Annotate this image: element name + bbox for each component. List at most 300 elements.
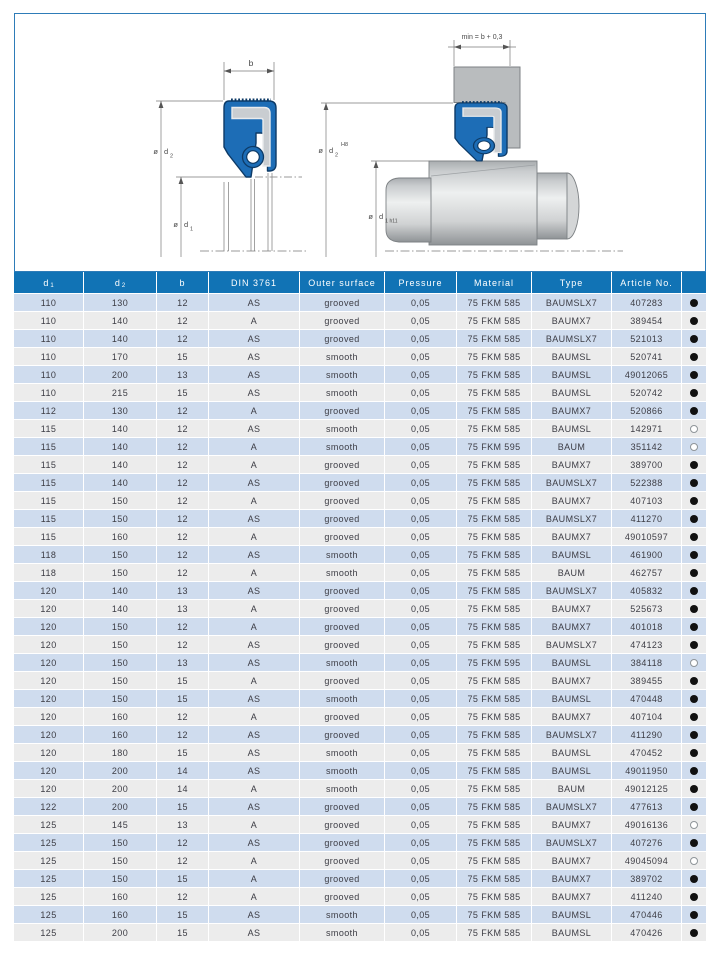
right-seal-profile	[455, 102, 507, 161]
column-header-pressure: Pressure	[385, 272, 457, 293]
cell-outer: grooved	[300, 816, 385, 833]
cell-b: 14	[157, 780, 209, 797]
cell-d1: 120	[14, 600, 84, 617]
cell-type: BAUMSLX7	[532, 474, 612, 491]
cell-article: 411270	[612, 510, 682, 527]
cell-d2: 150	[84, 546, 157, 563]
cell-article: 525673	[612, 600, 682, 617]
table-row	[14, 725, 706, 743]
cell-d1: 125	[14, 924, 84, 941]
cell-b: 15	[157, 906, 209, 923]
table-row	[14, 437, 706, 455]
cell-d1: 125	[14, 816, 84, 833]
cell-article: 407276	[612, 834, 682, 851]
table-row	[14, 743, 706, 761]
cell-d1: 110	[14, 294, 84, 311]
cell-d1: 110	[14, 348, 84, 365]
cell-b: 12	[157, 528, 209, 545]
cell-article: 49012065	[612, 366, 682, 383]
availability-dot-filled	[690, 893, 698, 901]
cell-din: AS	[209, 546, 300, 563]
cell-din: A	[209, 888, 300, 905]
cell-din: AS	[209, 798, 300, 815]
cell-outer: smooth	[300, 438, 385, 455]
cell-pressure: 0,05	[385, 546, 457, 563]
cell-material: 75 FKM 585	[457, 618, 532, 635]
cell-type: BAUMSLX7	[532, 834, 612, 851]
cell-outer: grooved	[300, 708, 385, 725]
cell-availability	[682, 438, 706, 455]
cell-pressure: 0,05	[385, 690, 457, 707]
garter-spring	[478, 141, 491, 151]
cell-outer: grooved	[300, 870, 385, 887]
cell-outer: grooved	[300, 528, 385, 545]
cell-material: 75 FKM 585	[457, 402, 532, 419]
availability-dot-filled	[690, 497, 698, 505]
cell-outer: smooth	[300, 348, 385, 365]
table-row	[14, 383, 706, 401]
cell-type: BAUMX7	[532, 672, 612, 689]
table-row	[14, 419, 706, 437]
cell-article: 470446	[612, 906, 682, 923]
cell-type: BAUMSL	[532, 690, 612, 707]
cell-type: BAUMSL	[532, 348, 612, 365]
cell-pressure: 0,05	[385, 600, 457, 617]
availability-dot-filled	[690, 839, 698, 847]
cell-d1: 120	[14, 636, 84, 653]
cell-outer: smooth	[300, 420, 385, 437]
cell-article: 49011950	[612, 762, 682, 779]
cell-b: 12	[157, 510, 209, 527]
availability-dot-filled	[690, 767, 698, 775]
cell-availability	[682, 798, 706, 815]
cell-din: A	[209, 870, 300, 887]
cell-d2: 150	[84, 690, 157, 707]
table-row	[14, 293, 706, 311]
table-row	[14, 509, 706, 527]
availability-dot-filled	[690, 407, 698, 415]
availability-dot-empty	[690, 821, 698, 829]
availability-dot-filled	[690, 785, 698, 793]
cell-d2: 140	[84, 438, 157, 455]
cell-type: BAUMSLX7	[532, 726, 612, 743]
cell-pressure: 0,05	[385, 456, 457, 473]
dim-d1-sub: 1	[190, 226, 194, 233]
table-row	[14, 833, 706, 851]
cell-b: 12	[157, 438, 209, 455]
cell-d2: 200	[84, 780, 157, 797]
cell-article: 389702	[612, 870, 682, 887]
cell-d1: 110	[14, 366, 84, 383]
dim-d2-base: d	[164, 147, 169, 156]
availability-dot-filled	[690, 353, 698, 361]
cell-d1: 110	[14, 312, 84, 329]
cell-material: 75 FKM 585	[457, 366, 532, 383]
cell-b: 14	[157, 762, 209, 779]
cell-d1: 115	[14, 528, 84, 545]
cell-outer: grooved	[300, 582, 385, 599]
availability-dot-filled	[690, 389, 698, 397]
cell-pressure: 0,05	[385, 294, 457, 311]
cell-outer: smooth	[300, 366, 385, 383]
cell-pressure: 0,05	[385, 834, 457, 851]
cell-d1: 120	[14, 762, 84, 779]
cell-d1: 118	[14, 546, 84, 563]
table-row	[14, 365, 706, 383]
cell-material: 75 FKM 585	[457, 474, 532, 491]
dim-d1-sub: 1	[385, 218, 389, 225]
cell-d2: 150	[84, 834, 157, 851]
seal-diagram-panel	[14, 13, 706, 272]
cell-pressure: 0,05	[385, 762, 457, 779]
cell-b: 12	[157, 888, 209, 905]
cell-type: BAUMSLX7	[532, 294, 612, 311]
cell-article: 470448	[612, 690, 682, 707]
cell-outer: grooved	[300, 798, 385, 815]
cell-b: 15	[157, 798, 209, 815]
cell-availability	[682, 456, 706, 473]
cell-din: AS	[209, 654, 300, 671]
cell-article: 520742	[612, 384, 682, 401]
dim-d1-tolerance: h11	[389, 218, 398, 225]
cell-type: BAUM	[532, 780, 612, 797]
availability-dot-filled	[690, 929, 698, 937]
dim-d1-prefix: ø	[173, 220, 178, 229]
cell-availability	[682, 366, 706, 383]
cell-article: 462757	[612, 564, 682, 581]
cell-d2: 215	[84, 384, 157, 401]
cell-type: BAUMSLX7	[532, 330, 612, 347]
availability-dot-filled	[690, 515, 698, 523]
cell-pressure: 0,05	[385, 888, 457, 905]
table-row	[14, 707, 706, 725]
cell-article: 389455	[612, 672, 682, 689]
dim-d2-prefix: ø	[318, 146, 323, 155]
cell-availability	[682, 528, 706, 545]
table-row	[14, 455, 706, 473]
cell-material: 75 FKM 585	[457, 780, 532, 797]
availability-dot-filled	[690, 875, 698, 883]
cell-material: 75 FKM 585	[457, 546, 532, 563]
cell-outer: grooved	[300, 510, 385, 527]
availability-dot-filled	[690, 551, 698, 559]
availability-column-header	[682, 272, 706, 293]
cell-outer: grooved	[300, 600, 385, 617]
availability-dot-filled	[690, 695, 698, 703]
cell-material: 75 FKM 585	[457, 294, 532, 311]
cell-availability	[682, 906, 706, 923]
cell-d1: 125	[14, 870, 84, 887]
cell-b: 13	[157, 366, 209, 383]
cell-outer: grooved	[300, 402, 385, 419]
cell-material: 75 FKM 585	[457, 510, 532, 527]
cell-material: 75 FKM 585	[457, 564, 532, 581]
cell-availability	[682, 870, 706, 887]
cell-b: 12	[157, 402, 209, 419]
cell-type: BAUMX7	[532, 618, 612, 635]
cell-pressure: 0,05	[385, 654, 457, 671]
cell-availability	[682, 402, 706, 419]
cell-d1: 115	[14, 492, 84, 509]
cell-d2: 130	[84, 294, 157, 311]
dim-d2-tolerance: H8	[341, 142, 349, 148]
cell-article: 384118	[612, 654, 682, 671]
cell-article: 401018	[612, 618, 682, 635]
cell-pressure: 0,05	[385, 870, 457, 887]
cell-type: BAUMX7	[532, 870, 612, 887]
cell-d2: 180	[84, 744, 157, 761]
cell-pressure: 0,05	[385, 474, 457, 491]
cell-material: 75 FKM 585	[457, 636, 532, 653]
table-body	[14, 293, 706, 941]
cell-material: 75 FKM 585	[457, 726, 532, 743]
cell-type: BAUMX7	[532, 456, 612, 473]
cell-availability	[682, 582, 706, 599]
cell-availability	[682, 618, 706, 635]
cell-pressure: 0,05	[385, 510, 457, 527]
cell-din: AS	[209, 420, 300, 437]
cell-type: BAUMX7	[532, 816, 612, 833]
availability-dot-filled	[690, 605, 698, 613]
table-row	[14, 869, 706, 887]
cell-b: 12	[157, 708, 209, 725]
availability-dot-filled	[690, 803, 698, 811]
cell-d1: 115	[14, 420, 84, 437]
cell-pressure: 0,05	[385, 816, 457, 833]
cell-d2: 150	[84, 870, 157, 887]
cell-b: 12	[157, 456, 209, 473]
cell-pressure: 0,05	[385, 924, 457, 941]
table-row	[14, 653, 706, 671]
cell-material: 75 FKM 585	[457, 456, 532, 473]
availability-dot-filled	[690, 335, 698, 343]
cell-material: 75 FKM 585	[457, 816, 532, 833]
cell-d1: 118	[14, 564, 84, 581]
cell-availability	[682, 492, 706, 509]
cell-d2: 150	[84, 636, 157, 653]
cell-type: BAUMSL	[532, 654, 612, 671]
cell-article: 351142	[612, 438, 682, 455]
cell-type: BAUMX7	[532, 888, 612, 905]
cell-d1: 120	[14, 708, 84, 725]
cell-availability	[682, 510, 706, 527]
cell-din: AS	[209, 510, 300, 527]
cell-outer: smooth	[300, 690, 385, 707]
cell-article: 407283	[612, 294, 682, 311]
cell-din: A	[209, 816, 300, 833]
cell-pressure: 0,05	[385, 582, 457, 599]
cell-b: 15	[157, 870, 209, 887]
cell-pressure: 0,05	[385, 906, 457, 923]
cell-din: AS	[209, 366, 300, 383]
cell-din: AS	[209, 906, 300, 923]
cell-material: 75 FKM 585	[457, 582, 532, 599]
shaft-right-section	[537, 173, 567, 239]
availability-dot-filled	[690, 299, 698, 307]
cell-outer: grooved	[300, 888, 385, 905]
cell-d1: 110	[14, 330, 84, 347]
dim-min-label: min = b + 0,3	[461, 34, 503, 41]
cell-d1: 120	[14, 744, 84, 761]
table-row	[14, 887, 706, 905]
cell-material: 75 FKM 585	[457, 312, 532, 329]
cell-din: AS	[209, 690, 300, 707]
availability-dot-filled	[690, 713, 698, 721]
cell-b: 15	[157, 744, 209, 761]
cell-outer: smooth	[300, 924, 385, 941]
cell-type: BAUMX7	[532, 600, 612, 617]
table-row	[14, 581, 706, 599]
cell-availability	[682, 474, 706, 491]
cell-availability	[682, 312, 706, 329]
cell-outer: grooved	[300, 294, 385, 311]
cell-d1: 120	[14, 654, 84, 671]
cell-b: 13	[157, 600, 209, 617]
table-row	[14, 545, 706, 563]
cell-outer: grooved	[300, 456, 385, 473]
column-header-din: DIN 3761	[209, 272, 300, 293]
cell-outer: grooved	[300, 618, 385, 635]
table-row	[14, 779, 706, 797]
cell-type: BAUMSLX7	[532, 636, 612, 653]
seal-dimension-table	[14, 272, 706, 941]
cell-d1: 125	[14, 906, 84, 923]
cell-availability	[682, 780, 706, 797]
cell-b: 12	[157, 330, 209, 347]
cell-material: 75 FKM 585	[457, 528, 532, 545]
left-seal-profile	[224, 100, 276, 177]
cell-material: 75 FKM 585	[457, 690, 532, 707]
cell-pressure: 0,05	[385, 618, 457, 635]
cell-type: BAUMSL	[532, 384, 612, 401]
cell-pressure: 0,05	[385, 330, 457, 347]
cell-article: 411240	[612, 888, 682, 905]
cell-material: 75 FKM 585	[457, 834, 532, 851]
cell-material: 75 FKM 585	[457, 600, 532, 617]
cell-outer: grooved	[300, 726, 385, 743]
cell-type: BAUM	[532, 564, 612, 581]
cell-pressure: 0,05	[385, 708, 457, 725]
cell-type: BAUMSL	[532, 366, 612, 383]
availability-dot-filled	[690, 623, 698, 631]
cell-pressure: 0,05	[385, 420, 457, 437]
cell-article: 520741	[612, 348, 682, 365]
cell-outer: grooved	[300, 330, 385, 347]
availability-dot-empty	[690, 659, 698, 667]
cell-material: 75 FKM 585	[457, 420, 532, 437]
cell-material: 75 FKM 595	[457, 654, 532, 671]
cell-type: BAUMSL	[532, 420, 612, 437]
cell-pressure: 0,05	[385, 636, 457, 653]
availability-dot-empty	[690, 425, 698, 433]
cell-din: A	[209, 438, 300, 455]
cell-type: BAUMX7	[532, 852, 612, 869]
cell-pressure: 0,05	[385, 528, 457, 545]
cell-article: 405832	[612, 582, 682, 599]
cell-article: 470452	[612, 744, 682, 761]
cell-b: 12	[157, 474, 209, 491]
cell-outer: smooth	[300, 564, 385, 581]
table-row	[14, 599, 706, 617]
cell-din: A	[209, 528, 300, 545]
cell-article: 470426	[612, 924, 682, 941]
cell-b: 12	[157, 312, 209, 329]
column-header-type: Type	[532, 272, 612, 293]
cell-article: 49016136	[612, 816, 682, 833]
cell-outer: smooth	[300, 744, 385, 761]
availability-dot-filled	[690, 479, 698, 487]
cell-b: 15	[157, 672, 209, 689]
cell-availability	[682, 762, 706, 779]
column-header-b: b	[157, 272, 209, 293]
cell-article: 407104	[612, 708, 682, 725]
cell-din: AS	[209, 294, 300, 311]
cell-article: 49010597	[612, 528, 682, 545]
table-row	[14, 347, 706, 365]
cell-type: BAUMX7	[532, 708, 612, 725]
cell-b: 15	[157, 924, 209, 941]
cell-d1: 120	[14, 780, 84, 797]
cell-type: BAUMSL	[532, 906, 612, 923]
cell-b: 12	[157, 546, 209, 563]
cell-b: 12	[157, 834, 209, 851]
cell-material: 75 FKM 585	[457, 852, 532, 869]
cell-material: 75 FKM 585	[457, 492, 532, 509]
cell-b: 13	[157, 816, 209, 833]
cell-d2: 160	[84, 726, 157, 743]
cell-article: 474123	[612, 636, 682, 653]
cell-d2: 140	[84, 474, 157, 491]
column-header-d2: d 2	[84, 272, 157, 293]
cell-article: 389700	[612, 456, 682, 473]
availability-dot-filled	[690, 461, 698, 469]
availability-dot-filled	[690, 371, 698, 379]
cell-availability	[682, 744, 706, 761]
cell-din: A	[209, 402, 300, 419]
cell-din: AS	[209, 636, 300, 653]
cell-b: 12	[157, 636, 209, 653]
cell-d1: 120	[14, 582, 84, 599]
cell-b: 12	[157, 726, 209, 743]
availability-dot-filled	[690, 677, 698, 685]
cell-d1: 120	[14, 726, 84, 743]
cell-type: BAUMSL	[532, 924, 612, 941]
cell-article: 389454	[612, 312, 682, 329]
cell-outer: smooth	[300, 780, 385, 797]
cell-d2: 150	[84, 852, 157, 869]
cell-d2: 150	[84, 672, 157, 689]
cell-d2: 200	[84, 762, 157, 779]
cell-d2: 160	[84, 708, 157, 725]
cell-outer: grooved	[300, 492, 385, 509]
cell-availability	[682, 636, 706, 653]
cell-pressure: 0,05	[385, 564, 457, 581]
cell-d1: 125	[14, 834, 84, 851]
cell-din: A	[209, 780, 300, 797]
cell-type: BAUMSL	[532, 744, 612, 761]
cell-availability	[682, 726, 706, 743]
cell-outer: grooved	[300, 474, 385, 491]
cell-material: 75 FKM 585	[457, 348, 532, 365]
cell-din: AS	[209, 744, 300, 761]
cell-availability	[682, 654, 706, 671]
cell-availability	[682, 888, 706, 905]
table-row	[14, 905, 706, 923]
cell-article: 411290	[612, 726, 682, 743]
cell-din: AS	[209, 582, 300, 599]
availability-dot-filled	[690, 749, 698, 757]
cell-material: 75 FKM 585	[457, 330, 532, 347]
